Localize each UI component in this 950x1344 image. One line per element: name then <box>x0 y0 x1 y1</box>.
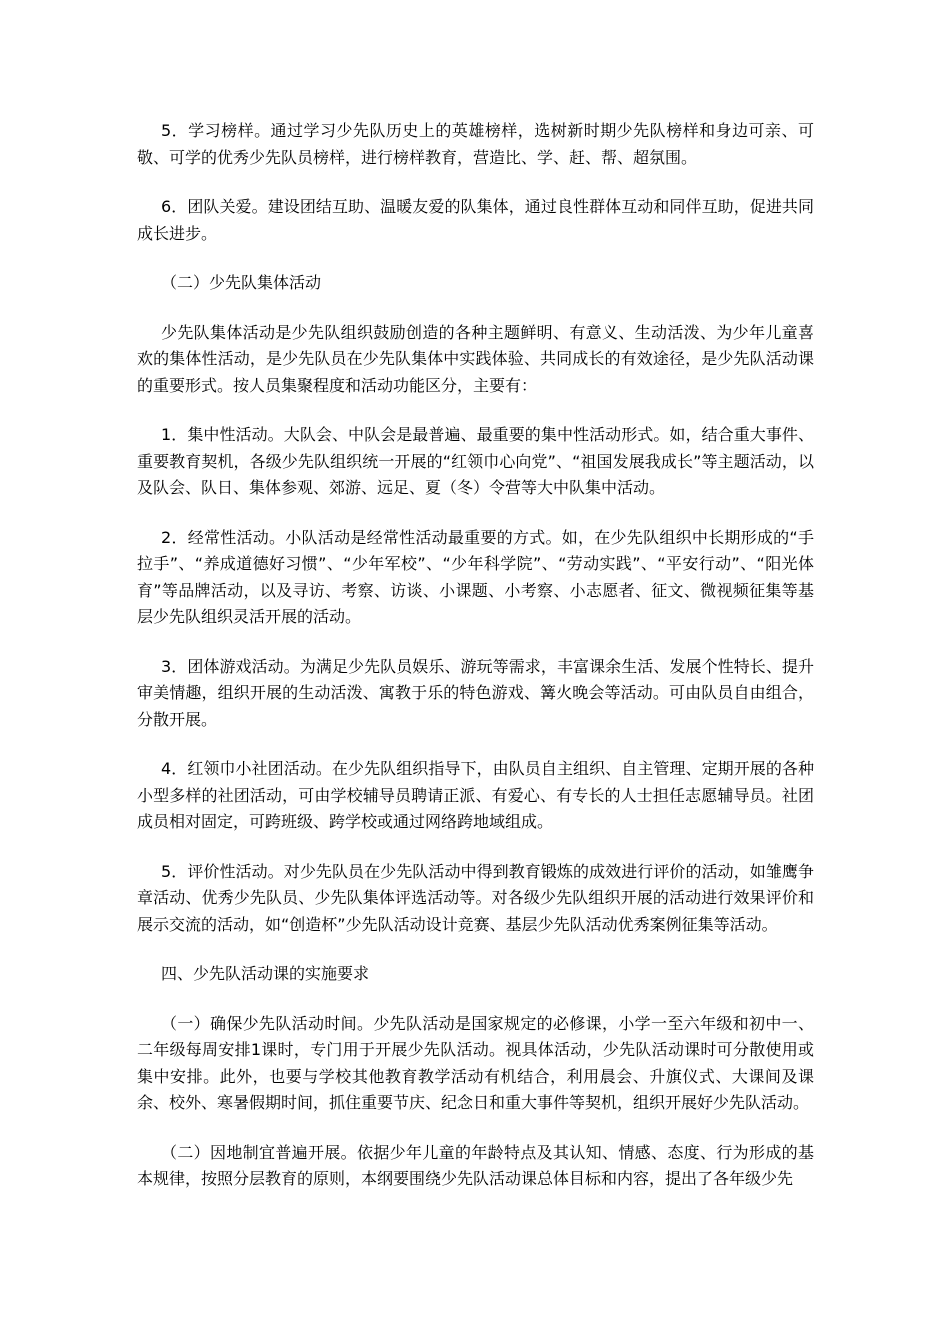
section-heading-implementation: 四、少先队活动课的实施要求 <box>161 964 370 983</box>
paragraph-regular-activities: 2．经常性活动。小队活动是经常性活动最重要的方式。如，在少先队组织中长期形成的“手拉手”、“养成道德好习惯”、“少年军校”、“少年科学院”、“劳动实践”、“平安行动”、“阳光体育”等品牌活动，以及寻访、考察、访谈、小课题、小考察、小志愿者、征文、微视频征集等基层少先队组织灵活开展的活动。 <box>137 527 814 626</box>
paragraph-collective-activities-intro: 少先队集体活动是少先队组织鼓励创造的各种主题鲜明、有意义、生动活泼、为少年儿童喜欢的集体性活动，是少先队员在少先队集体中实践体验、共同成长的有效途径，是少先队活动课的重要形式。按人员集聚程度和活动功能区分，主要有： <box>137 322 814 395</box>
paragraph-activity-time: （一）确保少先队活动时间。少先队活动是国家规定的必修课，小学一至六年级和初中一、二年级每周安排1课时，专门用于开展少先队活动。视具体活动，少先队活动课时可分散使用或集中安排。此外，也要与学校其他教育教学活动有机结合，利用晨会、升旗仪式、大课间及课余、校外、寒暑假期时间，抓住重要节庆、纪念日和重大事件等契机，组织开展好少先队活动。 <box>137 1013 814 1112</box>
paragraph-learn-role-models: 5．学习榜样。通过学习少先队历史上的英雄榜样，选树新时期少先队榜样和身边可亲、可敬、可学的优秀少先队员榜样，进行榜样教育，营造比、学、赶、帮、超氛围。 <box>137 121 814 167</box>
paragraph-club-activities: 4．红领巾小社团活动。在少先队组织指导下，由队员自主组织、自主管理、定期开展的各种小型多样的社团活动，可由学校辅导员聘请正派、有爱心、有专长的人士担任志愿辅导员。社团成员相对固定，可跨班级、跨学校或通过网络跨地域组成。 <box>137 759 814 831</box>
paragraph-local-conditions: （二）因地制宜普遍开展。依据少年儿童的年龄特点及其认知、情感、态度、行为形成的基本规律，按照分层教育的原则，本纲要围绕少先队活动课总体目标和内容，提出了各年级少先 <box>137 1142 814 1188</box>
paragraph-evaluation-activities: 5．评价性活动。对少先队员在少先队活动中得到教育锻炼的成效进行评价的活动，如雏鹰争章活动、优秀少先队员、少先队集体评选活动等。对各级少先队组织开展的活动进行效果评价和展示交流的活动，如“创造杯”少先队活动设计竞赛、基层少先队活动优秀案例征集等活动。 <box>137 861 814 934</box>
section-heading-collective-activities: （二）少先队集体活动 <box>161 273 322 292</box>
paragraph-team-care: 6．团队关爱。建设团结互助、温暖友爱的队集体，通过良性群体互动和同伴互助，促进共同成长进步。 <box>137 197 814 243</box>
paragraph-concentrated-activities: 1．集中性活动。大队会、中队会是最普遍、最重要的集中性活动形式。如，结合重大事件、重要教育契机，各级少先队组织统一开展的“红领巾心向党”、“祖国发展我成长”等主题活动，以及队会、队日、集体参观、郊游、远足、夏（冬）令营等大中队集中活动。 <box>137 425 814 497</box>
paragraph-group-games: 3．团体游戏活动。为满足少先队员娱乐、游玩等需求，丰富课余生活、发展个性特长、提升审美情趣，组织开展的生动活泼、寓教于乐的特色游戏、篝火晚会等活动。可由队员自由组合，分散开展。 <box>137 656 814 729</box>
